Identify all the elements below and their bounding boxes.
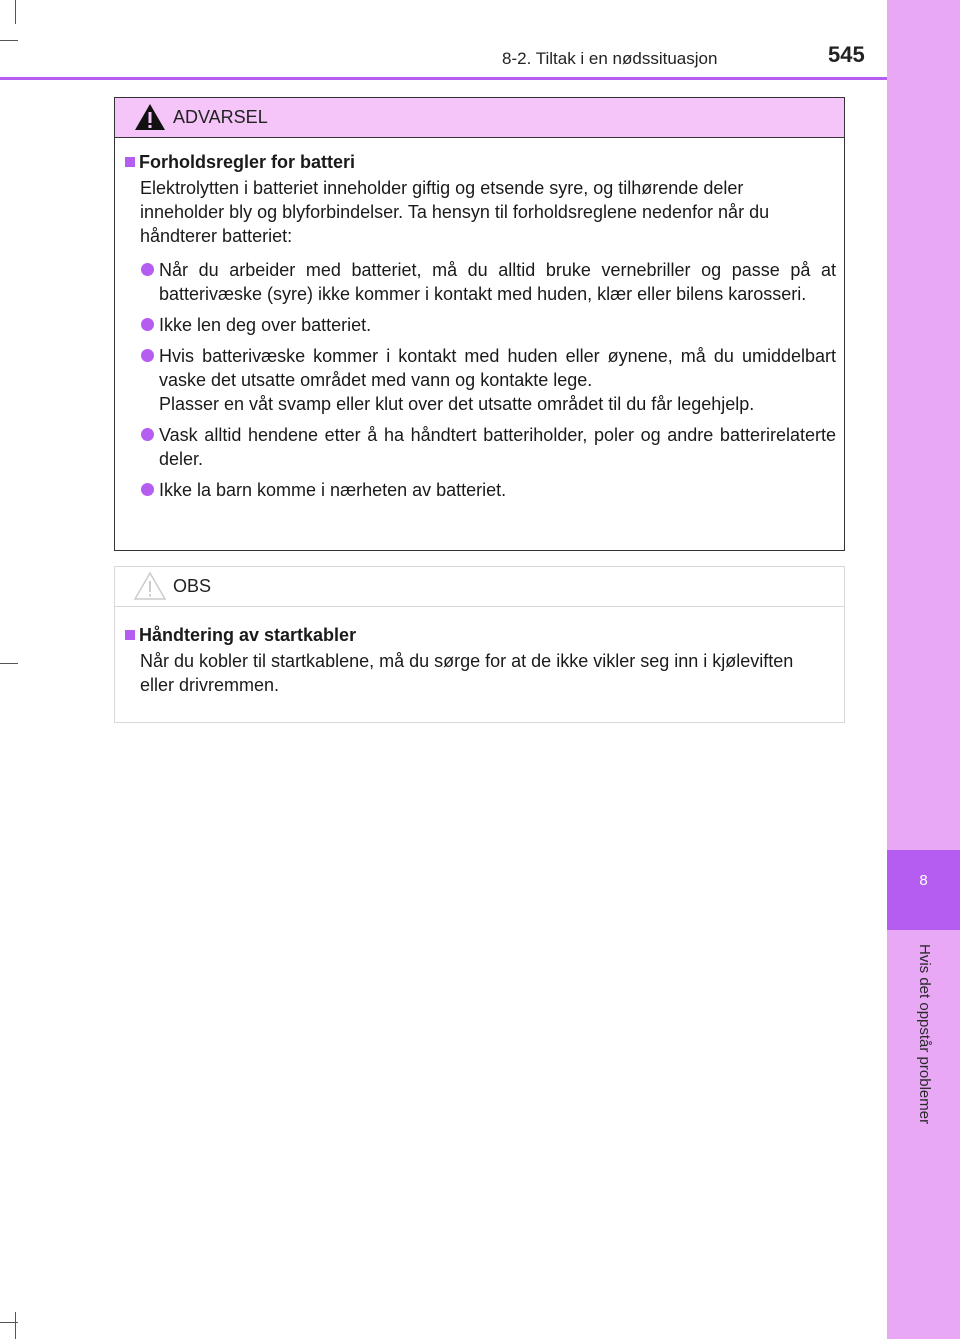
list-item bbox=[159, 313, 836, 337]
warning-triangle-icon bbox=[133, 102, 167, 132]
warning-section-heading bbox=[115, 150, 844, 174]
notice-title: OBS bbox=[173, 576, 212, 596]
list-item-text: Ikke len deg over batteriet. bbox=[159, 315, 372, 335]
list-item-text: Vask alltid hendene etter å ha håndtert batteriholder, poler og andre batterirelaterte deler. bbox=[159, 425, 836, 469]
header-rule bbox=[0, 77, 887, 80]
warning-header bbox=[115, 98, 844, 138]
page-number: 545 bbox=[828, 42, 865, 67]
list-item-text: Når du arbeider med batteriet, må du alltid bruke vernebriller og passe på at batterivæske (syre) ikke kommer i kontakt med huden, klær eller bilens karosseri. bbox=[159, 260, 836, 304]
notice-content bbox=[115, 623, 844, 697]
crop-mark bbox=[0, 40, 18, 41]
list-item-text: Hvis batterivæske kommer i kontakt med huden eller øynene, må du umiddelbart vaske det utsatte området med vann og kontakte lege. bbox=[159, 346, 836, 390]
circle-bullet-icon bbox=[141, 483, 154, 496]
circle-bullet-icon bbox=[141, 318, 154, 331]
notice-box bbox=[114, 566, 845, 723]
list-item bbox=[159, 258, 836, 306]
chapter-tab[interactable] bbox=[887, 850, 960, 930]
chapter-label bbox=[916, 944, 944, 1184]
notice-section-heading bbox=[115, 623, 844, 647]
caution-outline-triangle-icon bbox=[133, 571, 167, 601]
notice-section-text: Håndtering av startkabler bbox=[139, 625, 357, 645]
warning-box bbox=[114, 97, 845, 551]
circle-bullet-icon bbox=[141, 428, 154, 441]
chapter-label-text: Hvis det oppstår problemer bbox=[916, 944, 933, 1125]
list-item bbox=[159, 478, 836, 502]
crop-mark bbox=[0, 1322, 18, 1323]
list-item bbox=[159, 423, 836, 471]
list-item-text: Ikke la barn komme i nærheten av batteriet. bbox=[159, 480, 507, 500]
crop-mark bbox=[15, 0, 16, 24]
circle-bullet-icon bbox=[141, 349, 154, 362]
chapter-number: 8 bbox=[919, 872, 928, 889]
list-item bbox=[159, 344, 836, 416]
notice-header bbox=[115, 567, 844, 607]
square-bullet-icon bbox=[125, 157, 135, 167]
crop-mark bbox=[0, 663, 18, 664]
warning-content bbox=[115, 150, 844, 502]
warning-section-text: Forholdsregler for batteri bbox=[139, 152, 356, 172]
warning-intro: Elektrolytten i batteriet inneholder giftig og etsende syre, og tilhørende deler inneholder bly og blyforbindelser. Ta hensyn til forholdsreglene nedenfor når du håndterer batteriet: bbox=[140, 178, 770, 246]
warning-title: ADVARSEL bbox=[173, 107, 268, 127]
section-title: 8-2. Tiltak i en nødssituasjon bbox=[502, 49, 718, 68]
crop-mark bbox=[15, 1312, 16, 1339]
notice-text: Når du kobler til startkablene, må du sørge for at de ikke vikler seg inn i kjøleviften eller drivremmen. bbox=[140, 651, 794, 695]
square-bullet-icon bbox=[125, 630, 135, 640]
circle-bullet-icon bbox=[141, 263, 154, 276]
list-item-extra-text: Plasser en våt svamp eller klut over det utsatte området til du får legehjelp. bbox=[159, 394, 755, 414]
